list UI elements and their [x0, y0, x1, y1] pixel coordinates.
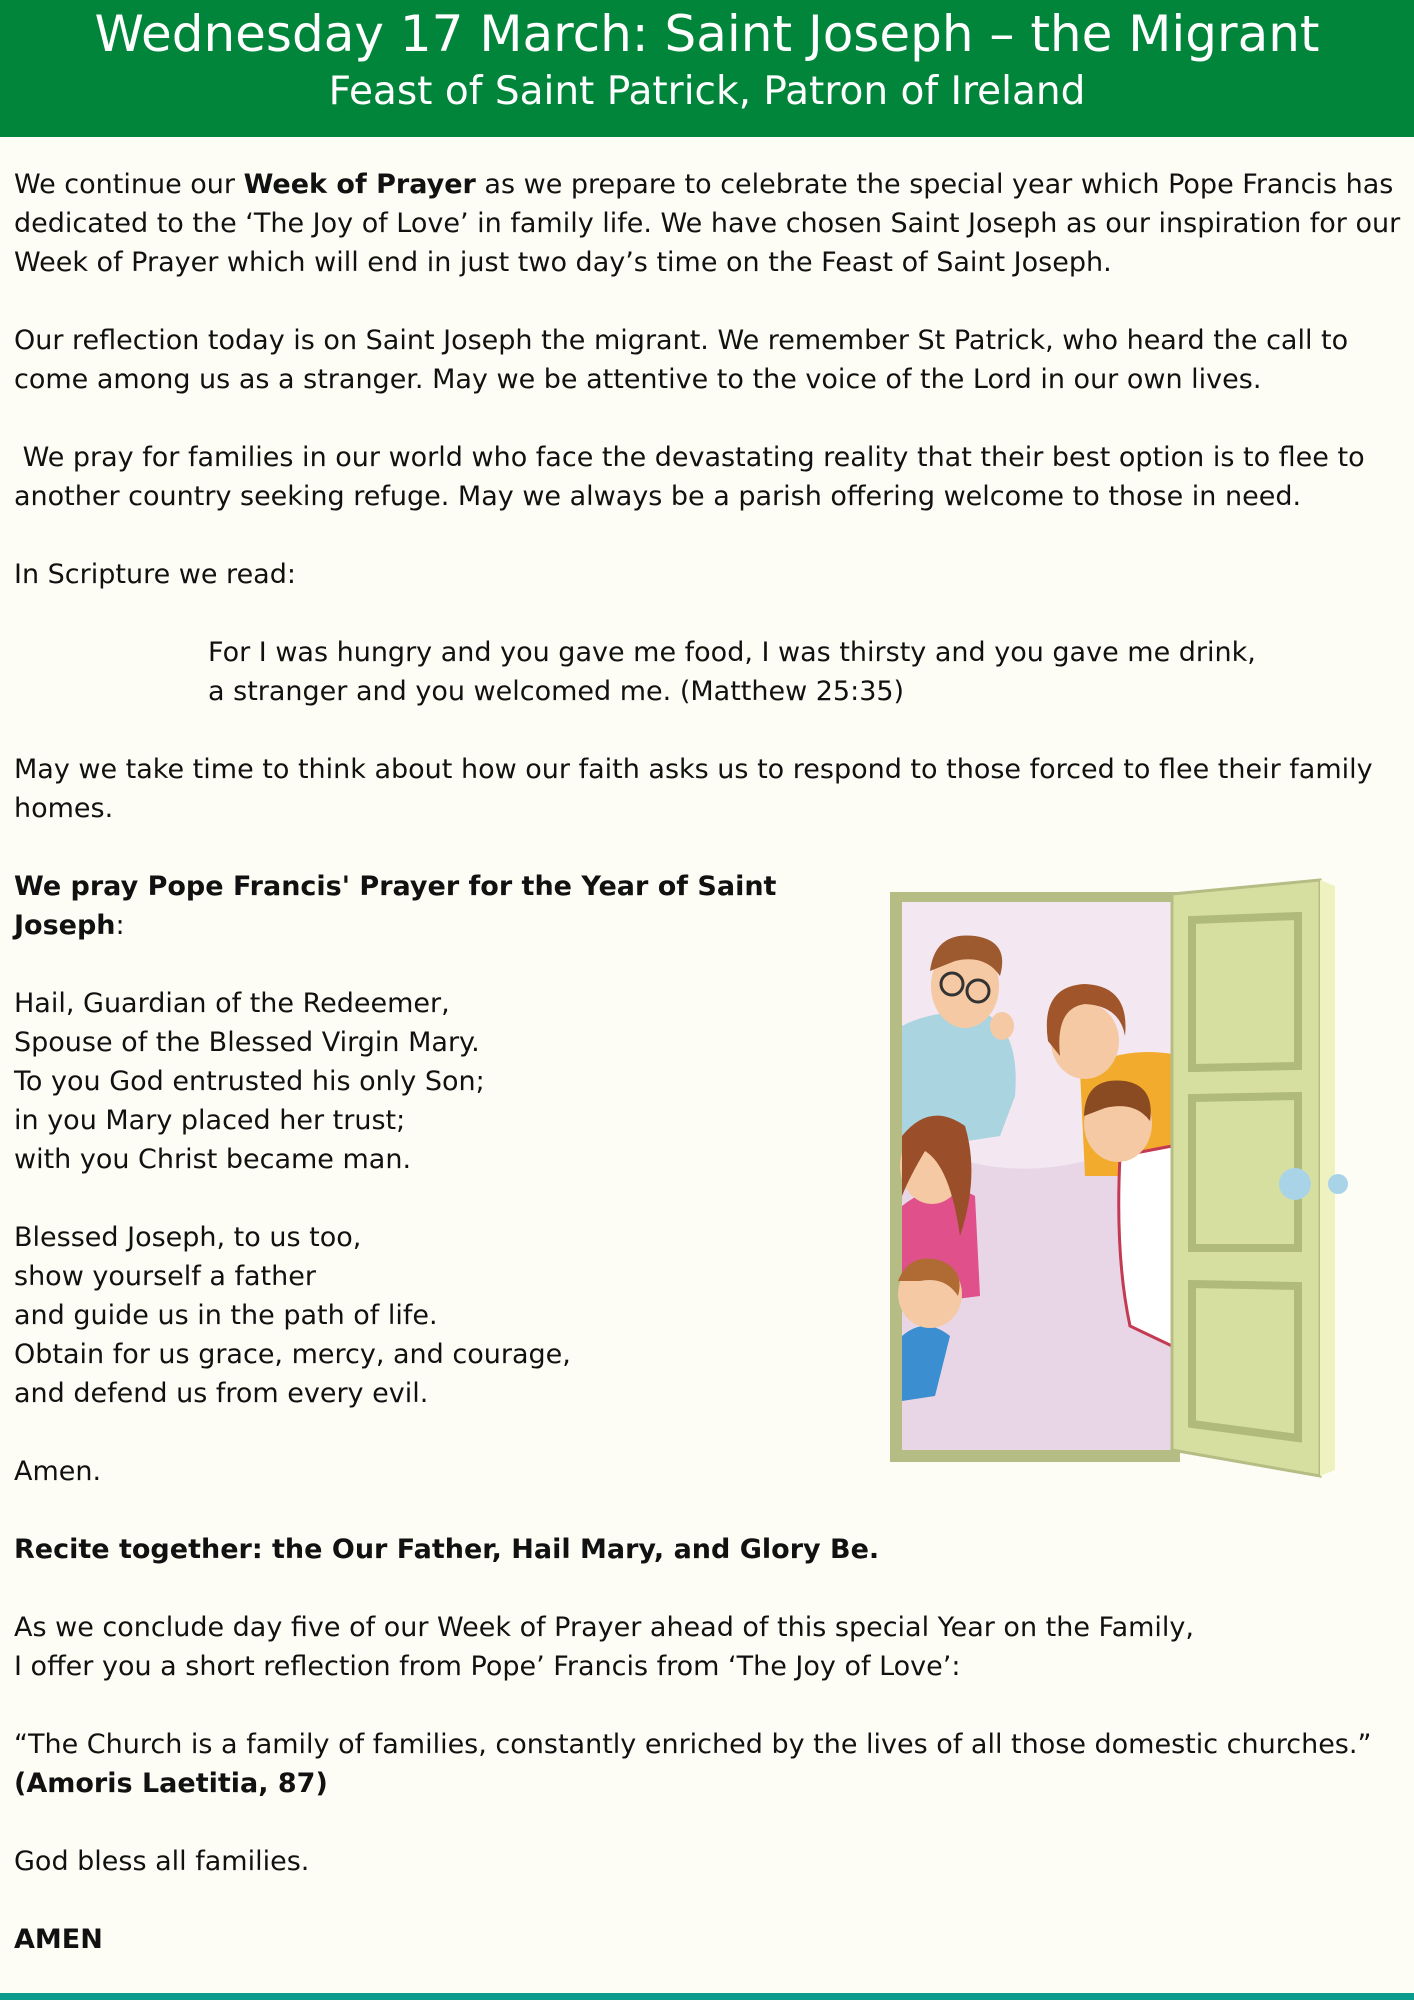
- blessing-line: God bless all families.: [14, 1846, 310, 1877]
- son-shirt: [1119, 1146, 1172, 1346]
- father-hand: [990, 1012, 1014, 1040]
- recite-instruction: [14, 1530, 1404, 1569]
- prayer-line: show yourself a father: [14, 1261, 316, 1292]
- final-quote: [14, 1725, 1404, 1803]
- final-quote-citation: (Amoris Laetitia, 87): [14, 1768, 328, 1799]
- families-prayer-paragraph: We pray for families in our world who face the devastating reality that their best option is to flee to another country seeking refuge. May we always be a parish offering welcome to those in need.: [14, 442, 1365, 512]
- intro-lead: We continue our: [14, 169, 244, 200]
- reflection-paragraph: Our reflection today is on Saint Joseph the migrant. We remember St Patrick, who heard the call to come among us as a stranger. May we be attentive to the voice of the Lord in our own lives.: [14, 325, 1349, 395]
- scripture-intro: In Scripture we read:: [14, 559, 296, 590]
- door-knob: [1279, 1168, 1311, 1200]
- family-at-door-illustration: [880, 876, 1350, 1486]
- prayer-line: with you Christ became man.: [14, 1144, 412, 1175]
- amen-line: Amen.: [14, 1456, 102, 1487]
- prayer-line: in you Mary placed her trust;: [14, 1105, 406, 1136]
- closing-amen-bold: AMEN: [14, 1924, 103, 1955]
- prayer-heading-bold: We pray Pope Francis' Prayer for the Year of Saint Joseph: [14, 871, 777, 941]
- scripture-quote: [208, 633, 1404, 711]
- intro-rest: as we prepare to celebrate the special year which Pope Francis has dedicated to the ‘The Joy of Love’ in family life. We have chosen Saint Joseph as our inspiration for our Week of Prayer which will end in just two day’s time on the Feast of Saint Joseph.: [14, 169, 1401, 278]
- prayer-line: and guide us in the path of life.: [14, 1300, 438, 1331]
- conclude-line: As we conclude day five of our Week of Prayer ahead of this special Year on the Family,: [14, 1612, 1194, 1643]
- prayer-line: Blessed Joseph, to us too,: [14, 1222, 362, 1253]
- prayer-stanza-2: [14, 1218, 854, 1413]
- closing-amen: [14, 1920, 1404, 1959]
- conclude-paragraph: [14, 1608, 1404, 1686]
- scripture-line: a stranger and you welcomed me. (Matthew 25:35): [208, 676, 905, 707]
- bottom-rule: [0, 1993, 1414, 2000]
- conclude-line: I offer you a short reflection from Pope’ Francis from ‘The Joy of Love’:: [14, 1651, 961, 1682]
- prayer-heading-suffix: :: [115, 910, 125, 941]
- prayer-heading: [14, 867, 854, 945]
- page-subtitle: Feast of Saint Patrick, Patron of Ireland: [328, 69, 1086, 114]
- prayer-line: To you God entrusted his only Son;: [14, 1066, 485, 1097]
- prayer-stanza-1: [14, 984, 854, 1179]
- prayer-line: and defend us from every evil.: [14, 1378, 429, 1409]
- intro-paragraph: [14, 165, 1404, 282]
- recite-bold: Recite together: the Our Father, Hail Mary, and Glory Be.: [14, 1534, 880, 1565]
- page-header: [0, 0, 1414, 137]
- prayer-line: Hail, Guardian of the Redeemer,: [14, 988, 450, 1019]
- final-quote-text: “The Church is a family of families, constantly enriched by the lives of all those domestic churches.”: [14, 1729, 1372, 1760]
- faith-response-paragraph: May we take time to think about how our faith asks us to respond to those forced to flee their family homes.: [14, 754, 1373, 824]
- prayer-line: Obtain for us grace, mercy, and courage,: [14, 1339, 571, 1370]
- intro-bold: Week of Prayer: [243, 169, 476, 200]
- scripture-line: For I was hungry and you gave me food, I was thirsty and you gave me drink,: [208, 637, 1256, 668]
- page-title: Wednesday 17 March: Saint Joseph – the Migrant: [94, 5, 1320, 63]
- door-knob-outer: [1328, 1174, 1348, 1194]
- prayer-line: Spouse of the Blessed Virgin Mary.: [14, 1027, 480, 1058]
